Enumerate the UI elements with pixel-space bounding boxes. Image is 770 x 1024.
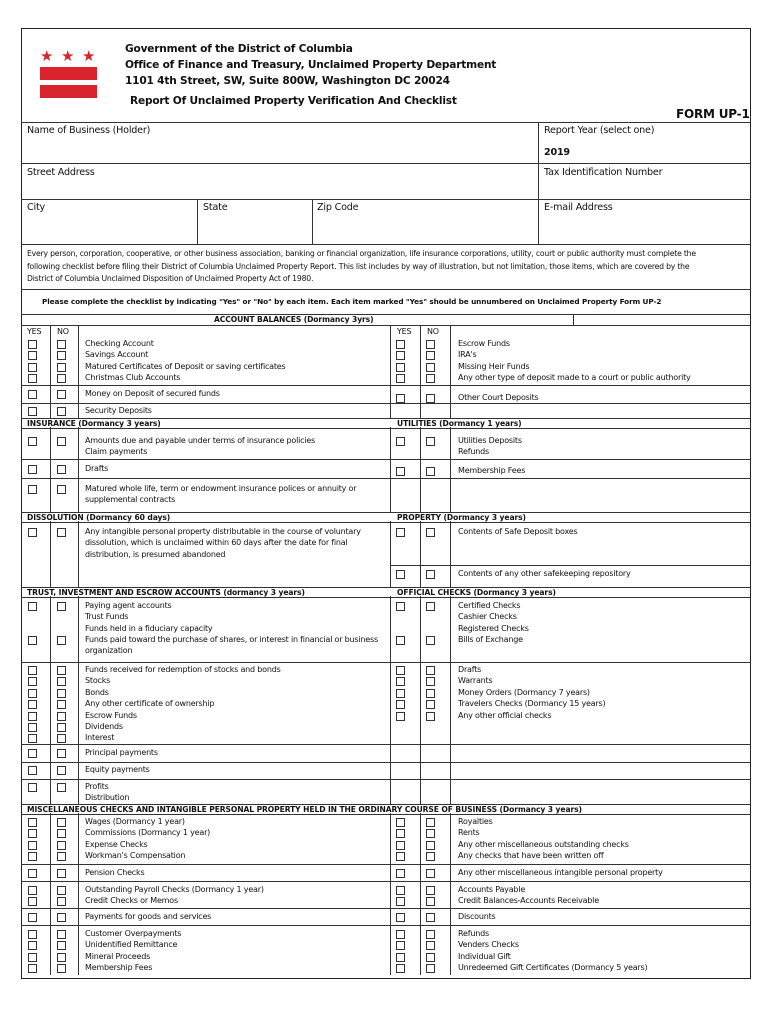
- no-checkbox[interactable]: [426, 689, 435, 698]
- no-checkbox[interactable]: [426, 570, 435, 579]
- yes-checkbox[interactable]: [396, 340, 405, 349]
- item-label: Profits: [85, 782, 109, 791]
- no-checkbox[interactable]: [57, 783, 66, 792]
- intro-paragraph: [27, 248, 696, 286]
- yes-checkbox[interactable]: [396, 852, 405, 861]
- no-checkbox[interactable]: [57, 818, 66, 827]
- item-label: Royalties: [458, 817, 493, 826]
- item-label: dissolution, which is unclaimed within 60 days after the date for final: [85, 538, 348, 548]
- item-label: Unredeemed Gift Certificates (Dormancy 5 years): [458, 963, 648, 973]
- section-header: ACCOUNT BALANCES (Dormancy 3yrs): [214, 315, 374, 324]
- yes-checkbox[interactable]: [396, 666, 405, 675]
- yes-checkbox[interactable]: [28, 734, 37, 743]
- no-checkbox[interactable]: [426, 394, 435, 403]
- yes-checkbox[interactable]: [28, 465, 37, 474]
- no-checkbox[interactable]: [426, 941, 435, 950]
- no-checkbox[interactable]: [426, 869, 435, 878]
- yes-checkbox[interactable]: [396, 570, 405, 579]
- item-label: Any other miscellaneous outstanding checks: [458, 839, 629, 849]
- yes-checkbox[interactable]: [28, 351, 37, 360]
- yes-checkbox[interactable]: [396, 602, 405, 611]
- item-label: Certified Checks: [458, 601, 521, 610]
- item-label: Christmas Club Accounts: [85, 373, 181, 383]
- no-checkbox[interactable]: [426, 930, 435, 939]
- yes-checkbox[interactable]: [396, 467, 405, 476]
- yes-checkbox[interactable]: [396, 528, 405, 537]
- no-checkbox[interactable]: [57, 766, 66, 775]
- no-checkbox[interactable]: [57, 723, 66, 732]
- item-label: Warrants: [458, 676, 493, 686]
- no-checkbox[interactable]: [426, 841, 435, 850]
- item-label: Paying agent accounts: [85, 601, 172, 610]
- yes-checkbox[interactable]: [28, 700, 37, 709]
- yes-checkbox[interactable]: [396, 913, 405, 922]
- item-label: Security Deposits: [85, 406, 152, 415]
- item-label: Money Orders (Dormancy 7 years): [458, 687, 590, 697]
- yes-checkbox[interactable]: [28, 964, 37, 973]
- item-label: Accounts Payable: [458, 885, 526, 894]
- no-checkbox[interactable]: [426, 712, 435, 721]
- no-checkbox[interactable]: [426, 636, 435, 645]
- item-label: Contents of Safe Deposit boxes: [458, 527, 578, 536]
- item-label: Venders Checks: [458, 940, 519, 950]
- state-field[interactable]: State: [203, 202, 228, 213]
- section-header: UTILITIES (Dormancy 1 years): [397, 419, 522, 428]
- no-checkbox[interactable]: [57, 734, 66, 743]
- item-label: Rents: [458, 828, 480, 838]
- no-checkbox[interactable]: [57, 528, 66, 537]
- item-label: Mineral Proceeds: [85, 951, 151, 961]
- yes-checkbox[interactable]: [28, 636, 37, 645]
- item-label: Savings Account: [85, 350, 149, 360]
- yes-checkbox[interactable]: [396, 964, 405, 973]
- yes-checkbox[interactable]: [28, 677, 37, 686]
- no-checkbox[interactable]: [57, 437, 66, 446]
- item-label: distribution, is presumed abandoned: [85, 549, 226, 559]
- no-checkbox[interactable]: [57, 897, 66, 906]
- yes-column-label: YES: [27, 327, 42, 336]
- yes-checkbox[interactable]: [28, 930, 37, 939]
- yes-checkbox[interactable]: [28, 841, 37, 850]
- no-checkbox[interactable]: [57, 465, 66, 474]
- item-label: Claim payments: [85, 447, 148, 457]
- item-label: Any other certificate of ownership: [85, 699, 215, 709]
- no-checkbox[interactable]: [57, 636, 66, 645]
- no-checkbox[interactable]: [57, 941, 66, 950]
- item-label: Interest: [85, 733, 115, 743]
- flag-star-icon: ★: [61, 47, 75, 65]
- item-label: Amounts due and payable under terms of insurance policies: [85, 436, 316, 445]
- no-checkbox[interactable]: [426, 363, 435, 372]
- yes-checkbox[interactable]: [28, 407, 37, 416]
- zip-code-field[interactable]: Zip Code: [317, 202, 359, 213]
- flag-star-icon: ★: [82, 47, 96, 65]
- yes-checkbox[interactable]: [396, 351, 405, 360]
- no-checkbox[interactable]: [57, 689, 66, 698]
- yes-checkbox[interactable]: [28, 723, 37, 732]
- no-checkbox[interactable]: [57, 841, 66, 850]
- header-line-2: Office of Finance and Treasury, Unclaimed Property Department: [125, 59, 497, 71]
- item-label: Customer Overpayments: [85, 929, 182, 938]
- item-label: Checking Account: [85, 339, 154, 348]
- intro-line: District of Columbia Unclaimed Disposition of Unclaimed Property Act of 1980.: [27, 274, 314, 284]
- yes-checkbox[interactable]: [28, 829, 37, 838]
- no-checkbox[interactable]: [426, 829, 435, 838]
- yes-checkbox[interactable]: [28, 852, 37, 861]
- item-label: Credit Checks or Memos: [85, 896, 178, 906]
- email-field[interactable]: E-mail Address: [544, 202, 613, 213]
- no-checkbox[interactable]: [426, 852, 435, 861]
- item-label: Escrow Funds: [85, 710, 137, 720]
- yes-checkbox[interactable]: [396, 712, 405, 721]
- yes-checkbox[interactable]: [28, 689, 37, 698]
- item-label: Payments for goods and services: [85, 912, 212, 921]
- yes-checkbox[interactable]: [396, 394, 405, 403]
- yes-checkbox[interactable]: [28, 869, 37, 878]
- city-field[interactable]: City: [27, 202, 46, 213]
- item-label: Bonds: [85, 687, 109, 697]
- no-checkbox[interactable]: [57, 869, 66, 878]
- yes-checkbox[interactable]: [396, 636, 405, 645]
- no-checkbox[interactable]: [57, 913, 66, 922]
- yes-checkbox[interactable]: [28, 437, 37, 446]
- yes-checkbox[interactable]: [28, 374, 37, 383]
- item-label: Unidentified Remittance: [85, 940, 178, 950]
- no-checkbox[interactable]: [57, 749, 66, 758]
- yes-checkbox[interactable]: [28, 818, 37, 827]
- no-checkbox[interactable]: [426, 964, 435, 973]
- section-header: PROPERTY (Dormancy 3 years): [397, 513, 526, 522]
- yes-checkbox[interactable]: [396, 953, 405, 962]
- flag-star-icon: ★: [40, 47, 54, 65]
- yes-checkbox[interactable]: [28, 602, 37, 611]
- no-checkbox[interactable]: [426, 467, 435, 476]
- yes-checkbox[interactable]: [28, 953, 37, 962]
- no-checkbox[interactable]: [57, 666, 66, 675]
- yes-checkbox[interactable]: [396, 689, 405, 698]
- yes-checkbox[interactable]: [28, 363, 37, 372]
- item-label: Other Court Deposits: [458, 393, 539, 402]
- no-checkbox[interactable]: [426, 666, 435, 675]
- item-label: Escrow Funds: [458, 339, 510, 348]
- section-header: DISSOLUTION (Dormancy 60 days): [27, 513, 171, 522]
- yes-checkbox[interactable]: [28, 712, 37, 721]
- item-label: Money on Deposit of secured funds: [85, 389, 220, 398]
- yes-checkbox[interactable]: [396, 897, 405, 906]
- item-label: Credit Balances-Accounts Receivable: [458, 896, 599, 906]
- yes-checkbox[interactable]: [396, 700, 405, 709]
- yes-checkbox[interactable]: [28, 340, 37, 349]
- item-label: Drafts: [458, 665, 482, 674]
- yes-checkbox[interactable]: [28, 485, 37, 494]
- yes-checkbox[interactable]: [396, 941, 405, 950]
- no-checkbox[interactable]: [57, 351, 66, 360]
- yes-checkbox[interactable]: [396, 841, 405, 850]
- yes-checkbox[interactable]: [396, 363, 405, 372]
- no-column-label: NO: [427, 327, 439, 336]
- no-checkbox[interactable]: [57, 700, 66, 709]
- yes-checkbox[interactable]: [28, 897, 37, 906]
- no-checkbox[interactable]: [426, 351, 435, 360]
- yes-checkbox[interactable]: [396, 886, 405, 895]
- no-checkbox[interactable]: [57, 930, 66, 939]
- item-label: Funds paid toward the purchase of shares, or interest in financial or business: [85, 635, 378, 644]
- item-label: Stocks: [85, 676, 111, 686]
- report-title: Report Of Unclaimed Property Verification And Checklist: [130, 95, 457, 107]
- item-label: Principal payments: [85, 748, 158, 757]
- flag-bar-icon: [40, 85, 97, 98]
- yes-checkbox[interactable]: [396, 677, 405, 686]
- report-year-select[interactable]: 2019: [544, 147, 570, 158]
- no-checkbox[interactable]: [57, 677, 66, 686]
- yes-checkbox[interactable]: [28, 913, 37, 922]
- yes-checkbox[interactable]: [28, 886, 37, 895]
- item-label: Bills of Exchange: [458, 635, 523, 644]
- item-label: Dividends: [85, 722, 123, 731]
- yes-checkbox[interactable]: [396, 437, 405, 446]
- yes-checkbox[interactable]: [28, 666, 37, 675]
- instruction-text: Please complete the checklist by indicating "Yes" or "No" by each item. Each item marked "Yes" should be unnumbered on Unclaimed Property Form UP-2: [42, 297, 662, 306]
- item-label: Expense Checks: [85, 839, 148, 849]
- intro-line: Every person, corporation, cooperative, or other business association, banking or financial organization, life insurance corporations, utility, court or public authority must complete the: [27, 249, 696, 258]
- yes-checkbox[interactable]: [28, 749, 37, 758]
- yes-checkbox[interactable]: [28, 783, 37, 792]
- item-label: Refunds: [458, 929, 489, 938]
- no-checkbox[interactable]: [57, 602, 66, 611]
- item-label: Pension Checks: [85, 868, 145, 877]
- no-checkbox[interactable]: [426, 340, 435, 349]
- yes-checkbox[interactable]: [396, 829, 405, 838]
- tin-field[interactable]: Tax Identification Number: [544, 167, 663, 178]
- yes-checkbox[interactable]: [28, 528, 37, 537]
- item-label: Matured Certificates of Deposit or saving certificates: [85, 361, 286, 371]
- item-label: Discounts: [458, 912, 496, 921]
- form-id: FORM UP-1: [676, 107, 750, 121]
- item-label: Any other official checks: [458, 710, 552, 720]
- item-label: IRA's: [458, 350, 477, 360]
- item-label: Commissions (Dormancy 1 year): [85, 828, 211, 838]
- item-label: Outstanding Payroll Checks (Dormancy 1 year): [85, 885, 264, 894]
- no-checkbox[interactable]: [57, 886, 66, 895]
- item-label: Equity payments: [85, 765, 150, 774]
- yes-checkbox[interactable]: [396, 869, 405, 878]
- yes-checkbox[interactable]: [396, 374, 405, 383]
- item-label: Funds received for redemption of stocks and bonds: [85, 665, 281, 674]
- flag-bar-icon: [40, 67, 97, 80]
- no-checkbox[interactable]: [57, 953, 66, 962]
- item-label: Membership Fees: [458, 466, 526, 475]
- no-checkbox[interactable]: [426, 700, 435, 709]
- no-checkbox[interactable]: [426, 602, 435, 611]
- item-label: Contents of any other safekeeping repository: [458, 569, 631, 578]
- item-label: Any other miscellaneous intangible personal property: [458, 868, 663, 877]
- yes-checkbox[interactable]: [28, 941, 37, 950]
- yes-checkbox[interactable]: [396, 930, 405, 939]
- no-checkbox[interactable]: [426, 528, 435, 537]
- section-header: TRUST, INVESTMENT AND ESCROW ACCOUNTS (dormancy 3 years): [27, 588, 305, 597]
- header-line-3: 1101 4th Street, SW, Suite 800W, Washington DC 20024: [125, 75, 450, 87]
- no-checkbox[interactable]: [57, 340, 66, 349]
- item-label: Trust Funds: [85, 612, 129, 622]
- item-label: Wages (Dormancy 1 year): [85, 817, 185, 826]
- item-label: supplemental contracts: [85, 495, 176, 505]
- no-checkbox[interactable]: [57, 829, 66, 838]
- section-header: OFFICIAL CHECKS (Dormancy 3 years): [397, 588, 556, 597]
- item-label: Missing Heir Funds: [458, 361, 530, 371]
- section-header: MISCELLANEOUS CHECKS AND INTANGIBLE PERSONAL PROPERTY HELD IN THE ORDINARY COURSE OF BUSINESS (Dormancy 3 years): [27, 805, 582, 814]
- no-checkbox[interactable]: [426, 897, 435, 906]
- no-checkbox[interactable]: [57, 407, 66, 416]
- report-year-label: Report Year (select one): [544, 125, 655, 136]
- item-label: Refunds: [458, 447, 489, 457]
- item-label: Any intangible personal property distributable in the course of voluntary: [85, 527, 361, 536]
- yes-checkbox[interactable]: [396, 818, 405, 827]
- no-checkbox[interactable]: [426, 437, 435, 446]
- no-checkbox[interactable]: [426, 953, 435, 962]
- street-address-field[interactable]: Street Address: [27, 167, 95, 178]
- no-checkbox[interactable]: [426, 818, 435, 827]
- item-label: Distribution: [85, 793, 130, 803]
- no-column-label: NO: [57, 327, 69, 336]
- no-checkbox[interactable]: [426, 374, 435, 383]
- yes-checkbox[interactable]: [28, 766, 37, 775]
- no-checkbox[interactable]: [426, 677, 435, 686]
- no-checkbox[interactable]: [57, 712, 66, 721]
- item-label: Any other type of deposit made to a court or public authority: [458, 373, 691, 383]
- item-label: Matured whole life, term or endowment insurance polices or annuity or: [85, 484, 357, 493]
- header-line-1: Government of the District of Columbia: [125, 43, 353, 55]
- no-checkbox[interactable]: [57, 363, 66, 372]
- item-label: Cashier Checks: [458, 612, 517, 622]
- no-checkbox[interactable]: [426, 913, 435, 922]
- no-checkbox[interactable]: [426, 886, 435, 895]
- item-label: Drafts: [85, 464, 109, 473]
- item-label: Travelers Checks (Dormancy 15 years): [458, 699, 606, 709]
- no-checkbox[interactable]: [57, 374, 66, 383]
- no-checkbox[interactable]: [57, 964, 66, 973]
- item-label: Membership Fees: [85, 963, 153, 972]
- section-header: INSURANCE (Dormancy 3 years): [27, 419, 161, 428]
- item-label: organization: [85, 646, 133, 656]
- yes-column-label: YES: [397, 327, 412, 336]
- item-label: Funds held in a fiduciary capacity: [85, 623, 213, 633]
- yes-checkbox[interactable]: [28, 390, 37, 399]
- no-checkbox[interactable]: [57, 390, 66, 399]
- item-label: Individual Gift: [458, 951, 511, 961]
- no-checkbox[interactable]: [57, 852, 66, 861]
- business-name-field[interactable]: Name of Business (Holder): [27, 125, 151, 136]
- no-checkbox[interactable]: [57, 485, 66, 494]
- item-label: Registered Checks: [458, 623, 529, 633]
- item-label: Any checks that have been written off: [458, 851, 604, 861]
- item-label: Utilities Deposits: [458, 436, 522, 445]
- item-label: Workman's Compensation: [85, 851, 186, 861]
- intro-line: following checklist before filing their District of Columbia Unclaimed Property Report. This list includes by way of illustration, but not limitation, those items, which are covered by the: [27, 261, 690, 271]
